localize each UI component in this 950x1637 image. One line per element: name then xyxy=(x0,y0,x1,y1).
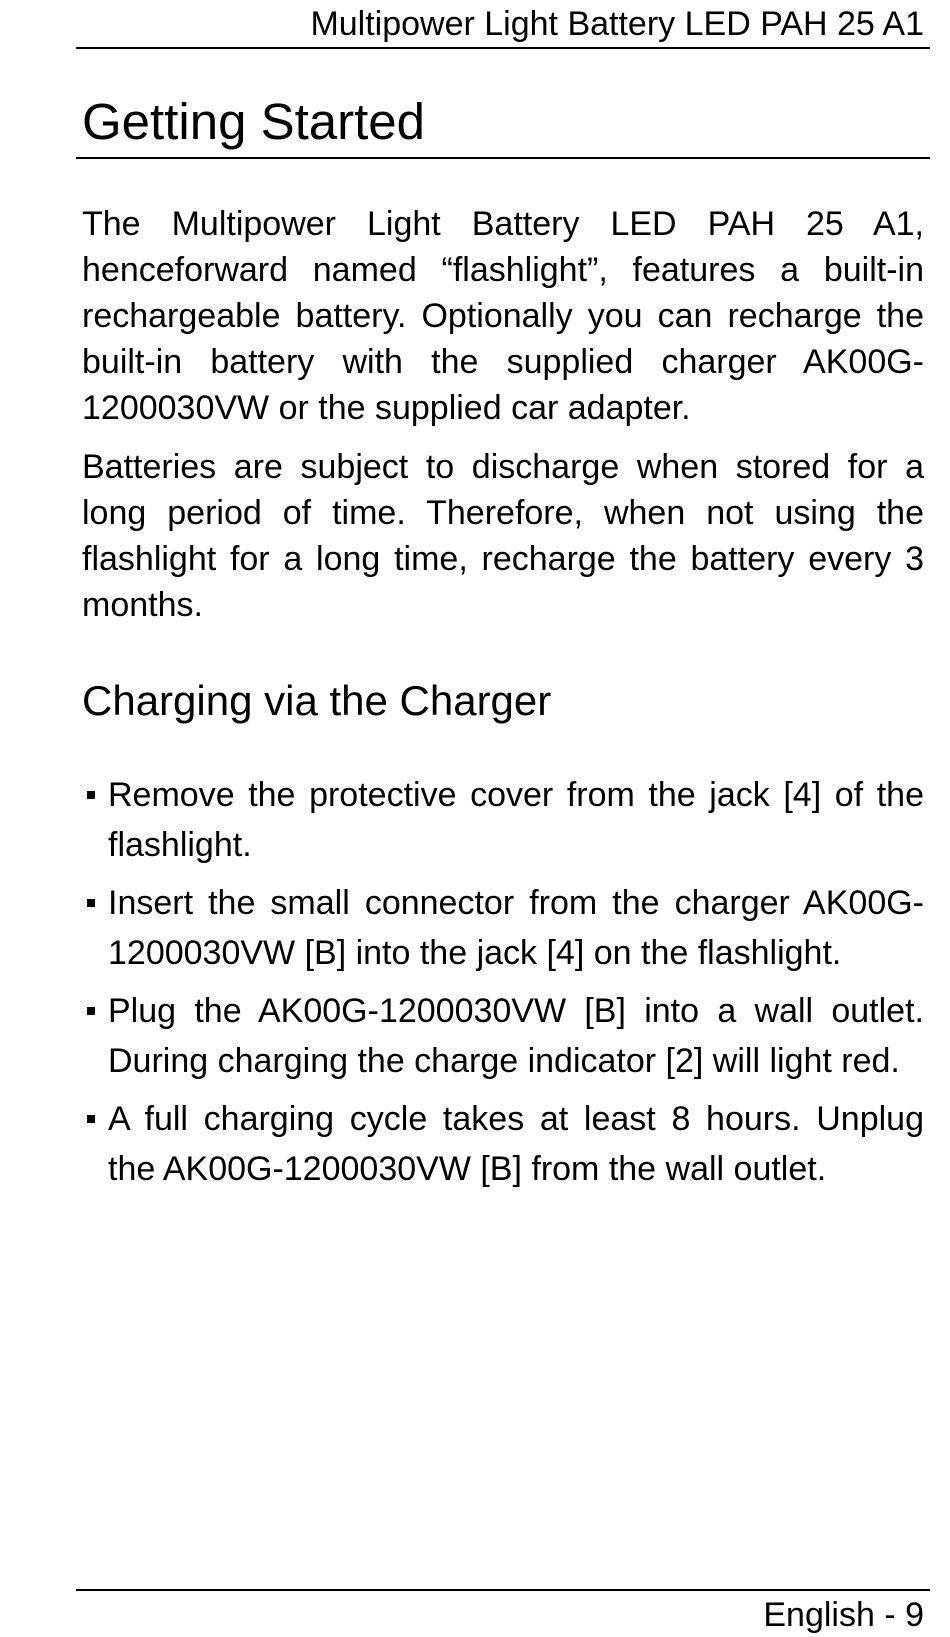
step-text: Remove the protective cover from the jack [4] of the flashlight. xyxy=(108,776,924,864)
footer-rule xyxy=(76,1589,930,1591)
section-title-rule xyxy=(76,157,930,159)
square-bullet-icon xyxy=(87,1115,95,1123)
list-item xyxy=(82,770,924,870)
storage-paragraph: Batteries are subject to discharge when stored for a long period of time. Therefore, when not using the flashlight for a long time, recharge the battery every 3 months. xyxy=(82,448,924,624)
running-header: Multipower Light Battery LED PAH 25 A1 xyxy=(310,5,924,43)
list-item xyxy=(82,1094,924,1194)
square-bullet-icon xyxy=(87,791,95,799)
section-title: Getting Started xyxy=(82,93,426,150)
header-rule xyxy=(76,47,930,49)
charging-steps-list xyxy=(82,770,924,1202)
list-item xyxy=(82,986,924,1086)
page-footer: English - 9 xyxy=(763,1596,924,1634)
step-text: A full charging cycle takes at least 8 hours. Unplug the AK00G-1200030VW [B] from the wall outlet. xyxy=(108,1100,924,1188)
square-bullet-icon xyxy=(87,899,95,907)
subsection-title: Charging via the Charger xyxy=(82,677,552,724)
step-text: Insert the small connector from the charger AK00G-1200030VW [B] into the jack [4] on the flashlight. xyxy=(108,884,924,972)
intro-paragraph: The Multipower Light Battery LED PAH 25 A1, henceforward named “flashlight”, features a built-in rechargeable battery. Optionally you can recharge the built-in battery with the supplied charger AK00G-1200030VW or the supplied car adapter. xyxy=(82,205,924,427)
step-text: Plug the AK00G-1200030VW [B] into a wall outlet. During charging the charge indicator [2] will light red. xyxy=(108,992,924,1080)
square-bullet-icon xyxy=(87,1007,95,1015)
list-item xyxy=(82,878,924,978)
